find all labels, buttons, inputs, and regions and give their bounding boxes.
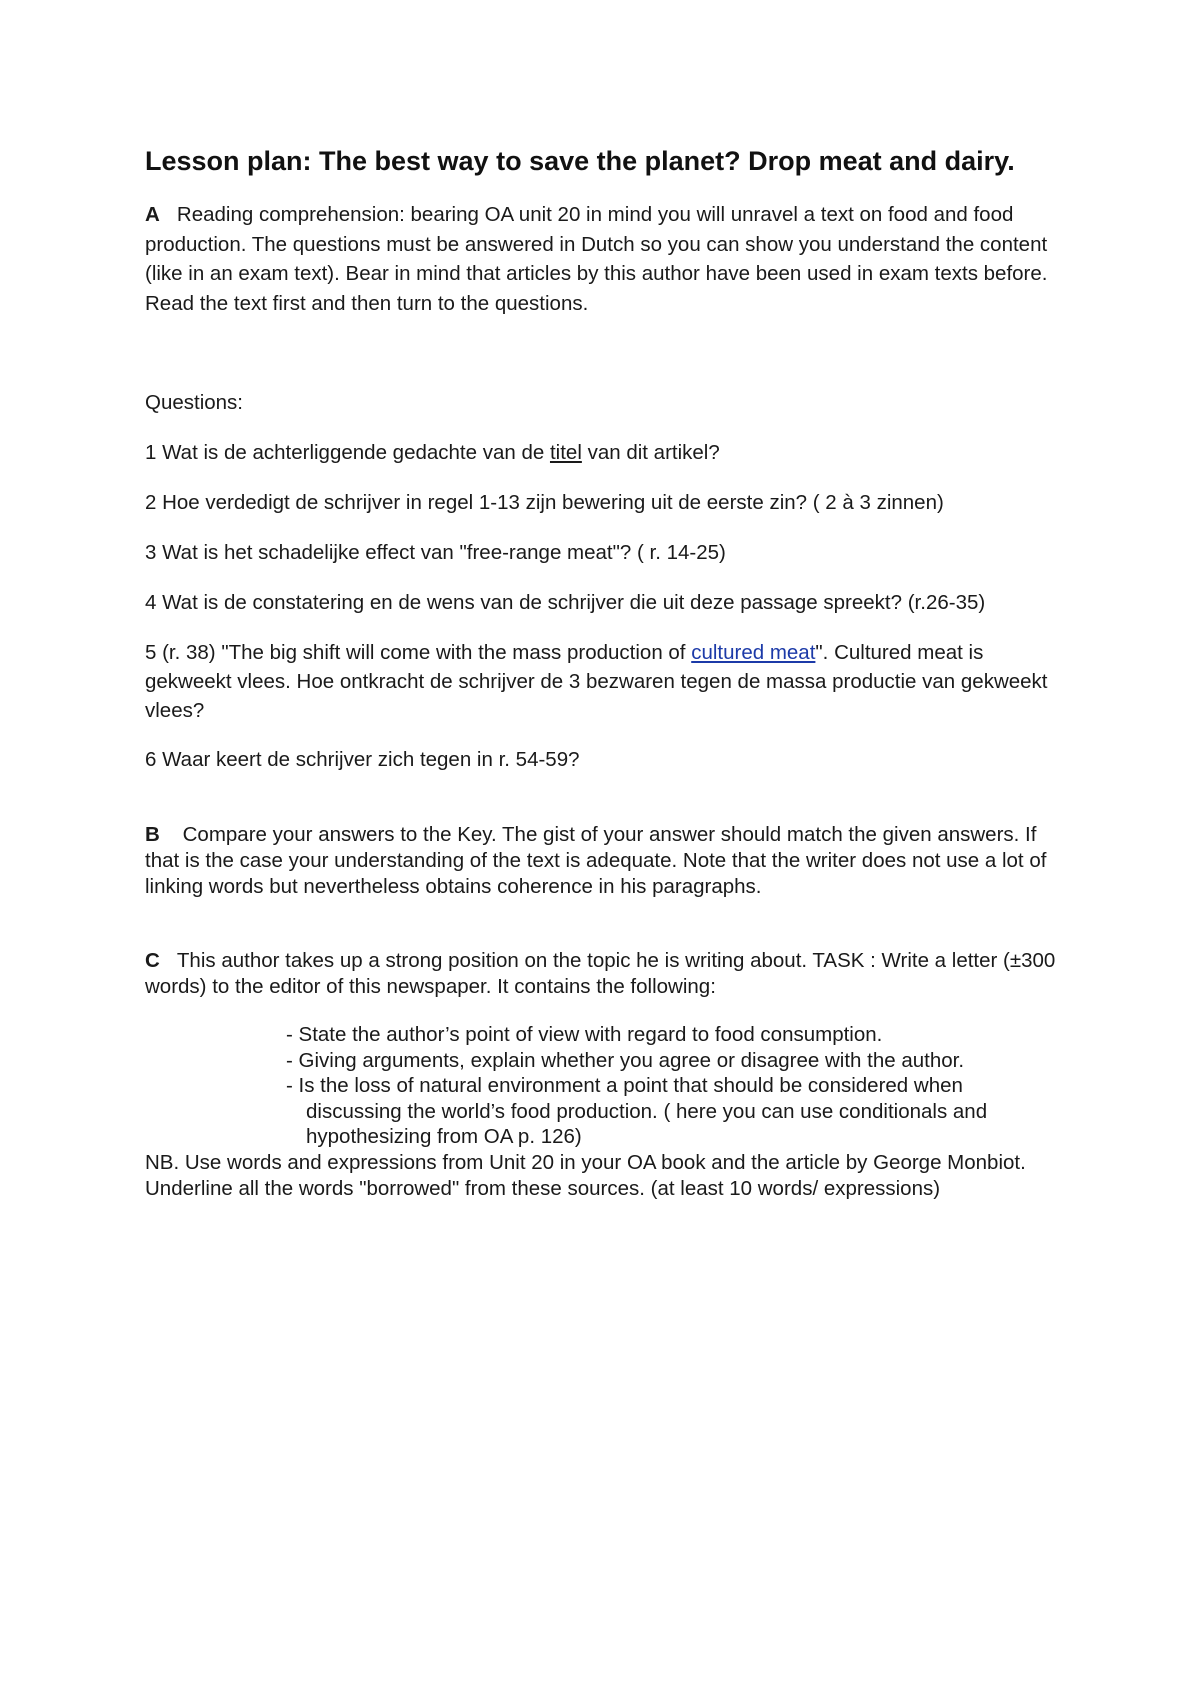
task-item-2: - Giving arguments, explain whether you agree or disagree with the author. (286, 1048, 965, 1072)
cultured-meat-link[interactable]: cultured meat (691, 641, 816, 664)
section-b-text: Compare your answers to the Key. The gist of your answer should match the given answers. If that is the case your understanding of the text is adequate. Note that the writer does not use a lot of linking words but nevertheless obtains coherence in his paragraphs. (145, 823, 1047, 898)
task-item-3: - Is the loss of natural environment a point that should be considered when (286, 1074, 963, 1097)
question-1-underlined-word: titel (549, 441, 582, 464)
question-5-text-after: ". Cultured meat is gekweekt vlees. Hoe ontkracht de schrijver de 3 bezwaren tegen de massa productie van gekweekt vlees? (145, 641, 1048, 722)
questions-heading: Questions: (145, 391, 243, 414)
question-1 (145, 438, 1075, 467)
section-a (145, 200, 1075, 318)
question-2: 2 Hoe verdedigt de schrijver in regel 1-13 zijn bewering uit de eerste zin? ( 2 à 3 zinnen) (145, 491, 944, 514)
task-item-1: - State the author’s point of view with regard to food consumption. (286, 1023, 883, 1046)
task-item-3-continuation-1: discussing the world’s food production. ( here you can use conditionals and (306, 1099, 988, 1123)
nb-note: NB. Use words and expressions from Unit 20 in your OA book and the article by George Monbiot. Underline all the words "borrowed" from these sources. (at least 10 words/ expressions) (145, 1151, 1026, 1200)
question-6: 6 Waar keert de schrijver zich tegen in r. 54-59? (145, 748, 580, 771)
question-1-text-before: 1 Wat is de achterliggende gedachte van de (145, 441, 550, 464)
section-b (145, 822, 1075, 900)
section-a-label: A (145, 203, 160, 226)
section-c-text: This author takes up a strong position on the topic he is writing about. TASK : Write a letter (±300 words) to the editor of this newspaper. It contains the following: (145, 949, 1056, 998)
question-3: 3 Wat is het schadelijke effect van "free-range meat"? ( r. 14-25) (145, 541, 726, 564)
task-list (286, 1022, 1076, 1150)
section-a-text: Reading comprehension: bearing OA unit 20 in mind you will unravel a text on food and food production. The questions must be answered in Dutch so you can show you understand the content (like in an exam text). Bear in mind that articles by this author have been used in exam texts before. Read the text first and then turn to the questions. (145, 203, 1048, 315)
task-item-3-continuation-2: hypothesizing from OA p. 126) (306, 1125, 582, 1148)
section-b-label: B (145, 823, 160, 846)
question-5-text-before: 5 (r. 38) "The big shift will come with the mass production of (145, 641, 692, 664)
section-c (145, 948, 1075, 1000)
page-title: Lesson plan: The best way to save the planet? Drop meat and dairy. (145, 146, 1015, 176)
question-1-text-after: van dit artikel? (581, 441, 720, 464)
question-4: 4 Wat is de constatering en de wens van de schrijver die uit deze passage spreekt? (r.26-35) (145, 591, 986, 614)
question-5 (145, 638, 1075, 725)
section-c-label: C (145, 949, 160, 972)
